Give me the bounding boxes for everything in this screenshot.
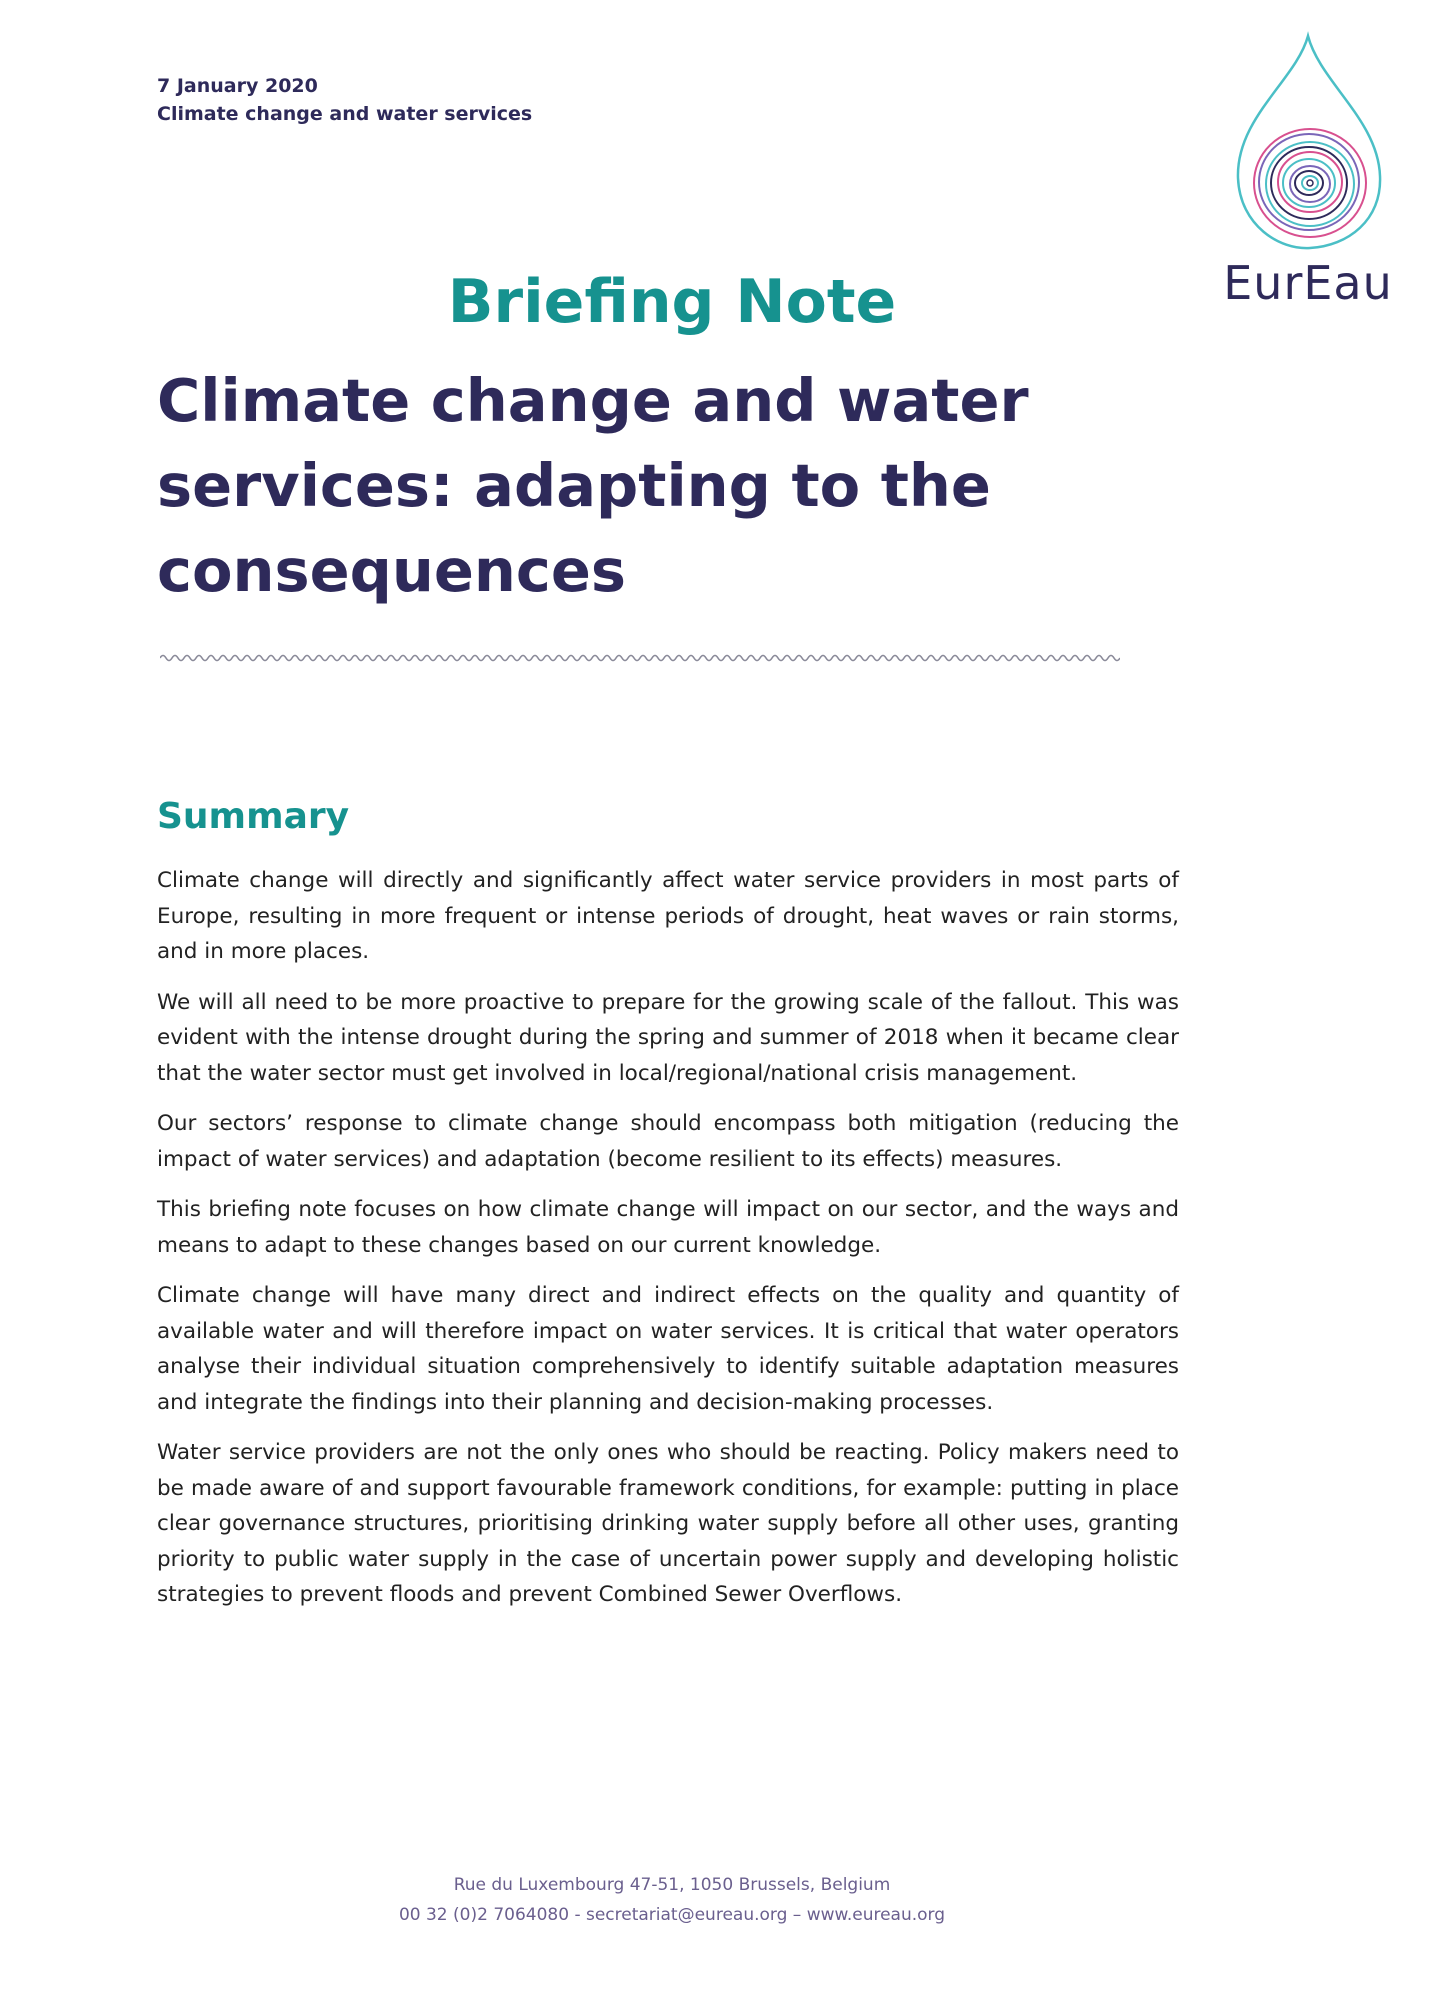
document-date: 7 January 2020 [157, 75, 318, 97]
summary-paragraph: Water service providers are not the only ones who should be reacting. Policy makers need to be made aware of and support favourable framework conditions, for example: putting in place clear governance structures, prioritising drinking water supply before all other uses, granting priority to public water supply in the case of uncertain power supply and developing holistic strategies to prevent floods and prevent Combined Sewer Overflows. [157, 1440, 1179, 1607]
summary-paragraph: Climate change will have many direct and indirect effects on the quality and quantity of available water and will therefore impact on water services. It is critical that water operators analyse their individual situation comprehensively to identify suitable adaptation measures and integrate the findings into their planning and decision-making processes. [157, 1283, 1179, 1415]
footer-address: Rue du Luxembourg 47-51, 1050 Brussels, Belgium [453, 1875, 891, 1895]
document-topic: Climate change and water services [157, 103, 533, 125]
logo-wordmark: EurEau [1223, 256, 1393, 310]
document-header [157, 72, 532, 128]
document-type: Briefing Note [447, 267, 897, 337]
page-title [157, 358, 1117, 613]
title-line: Climate change and water [157, 366, 1029, 435]
eureau-logo [1188, 28, 1428, 358]
summary-body [157, 863, 1179, 1628]
summary-paragraph: Climate change will directly and significantly affect water service providers in most parts of Europe, resulting in more frequent or intense periods of drought, heat waves or rain storms, and in more places. [157, 868, 1179, 964]
water-drop-rings-icon [1188, 28, 1428, 258]
summary-paragraph: This briefing note focuses on how climate change will impact on our sector, and the ways and means to adapt to these changes based on our current knowledge. [157, 1197, 1179, 1258]
summary-paragraph: We will all need to be more proactive to prepare for the growing scale of the fallout. This was evident with the intense drought during the spring and summer of 2018 when it became clear that the water sector must get involved in local/regional/national crisis management. [157, 989, 1179, 1086]
summary-paragraph: Our sectors’ response to climate change should encompass both mitigation (reducing the impact of water services) and adaptation (become resilient to its effects) measures. [157, 1111, 1179, 1172]
footer-contact: 00 32 (0)2 7064080 - secretariat@eureau.org – www.eureau.org [398, 1905, 946, 1925]
title-line: services: adapting to the [157, 451, 991, 520]
title-line: consequences [157, 536, 627, 605]
page-footer [157, 1870, 1187, 1930]
wave-divider [160, 650, 1120, 666]
summary-heading: Summary [157, 796, 350, 837]
